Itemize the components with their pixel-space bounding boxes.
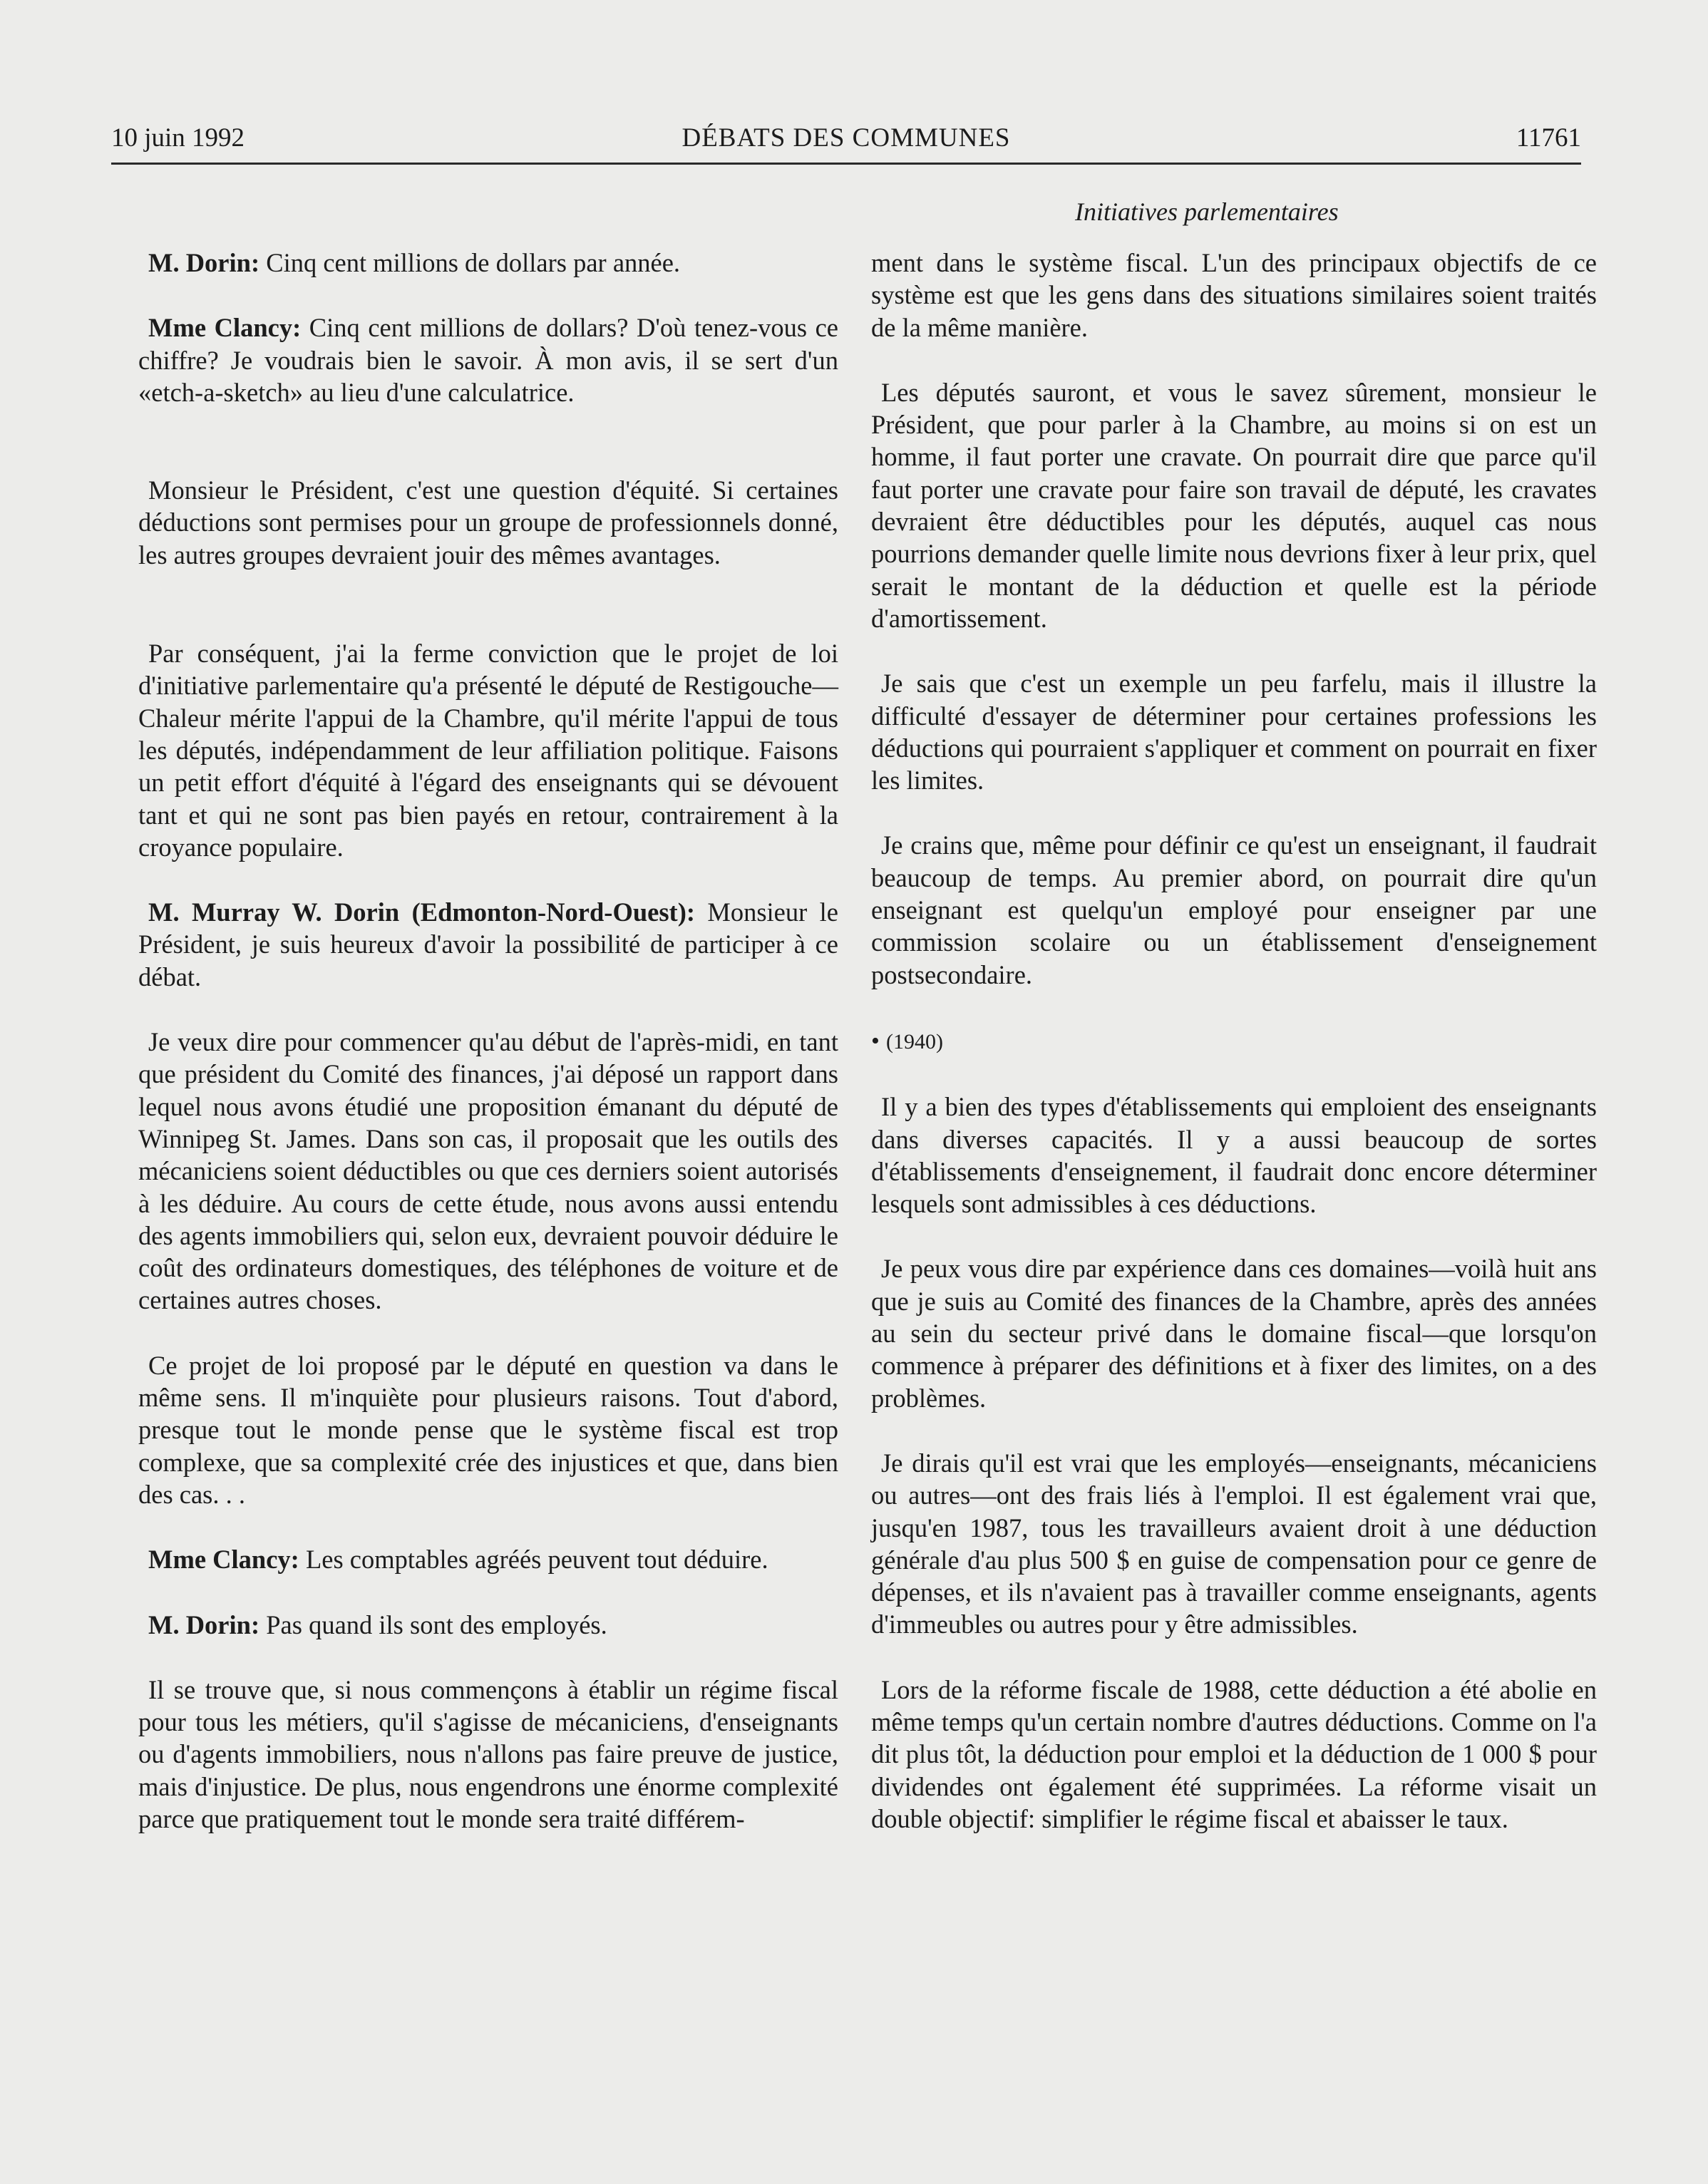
timestamp-time: (1940) (886, 1029, 944, 1054)
paragraph-text: Ce projet de loi proposé par le député en question va dans le même sens. Il m'inquiète pour plusieurs raisons. Tout d'abord, presque tout le monde pense que le système fiscal est trop complexe, que sa complexité crée des injustices et que, dans bien des cas. . . (138, 1350, 838, 1509)
header-date: 10 juin 1992 (111, 123, 245, 153)
speaker-name: M. Dorin: (148, 1609, 260, 1639)
paragraph (138, 247, 838, 279)
speaker-name: Mme Clancy: (148, 313, 302, 343)
paragraph-text: Par conséquent, j'ai la ferme conviction que le projet de loi d'initiative parlementaire qu'a présenté le député de Restigouche—Chaleur mérite l'appui de la Chambre, qu'il mérite l'appui de tous les députés, indépendamment de leur affiliation politique. Faisons un petit effort d'équité à l'égard des enseignants qui se dévouent tant et qui ne sont pas bien payés en retour, contrairement à la croyance populaire. (138, 639, 838, 862)
section-title: Initiatives parlementaires (1075, 197, 1339, 226)
paragraph (871, 376, 1597, 634)
paragraph (871, 1447, 1597, 1641)
paragraph (138, 311, 838, 408)
paragraph-text: Je sais que c'est un exemple un peu farfelu, mais il illustre la difficulté d'essayer de déterminer pour certaines professions les déductions qui pourraient s'appliquer et comment on pourrait en fixer les limites. (871, 669, 1597, 795)
paragraph (138, 474, 838, 571)
paragraph (871, 829, 1597, 990)
header-title: DÉBATS DES COMMUNES (681, 123, 1011, 153)
timestamp (871, 1024, 1597, 1058)
left-column (138, 247, 838, 1835)
paragraph-text: Je veux dire pour commencer qu'au début de l'après-midi, en tant que président du Comité des finances, j'ai déposé un rapport dans lequel nous avons étudié une proposition émanant du député de Winnipeg St. James. Dans son cas, il proposait que les outils des mécaniciens soient déductibles ou que ces derniers soient autorisés à les déduire. Au cours de cette étude, nous avons aussi entendu des agents immobiliers qui, selon eux, devraient pouvoir déduire le coût des ordinateurs domestiques, des téléphones de voiture et de certaines autres choses. (138, 1027, 838, 1315)
paragraph (138, 1609, 838, 1641)
paragraph-text: Pas quand ils sont des employés. (259, 1609, 607, 1639)
paragraph-text: Les députés sauront, et vous le savez sûrement, monsieur le Président, que pour parler à la Chambre, au moins si on est un homme, il faut porter une cravate. On pourrait dire que parce qu'il faut porter une cravate pour faire son travail de député, les cravates devraient être déductibles pour les députés, auquel cas nous pourrions demander quelle limite nous devrions fixer à leur prix, quel serait le montant de la déduction et quelle est la période d'amortissement. (871, 377, 1597, 633)
paragraph-text: Je peux vous dire par expérience dans ces domaines—voilà huit ans que je suis au Comité des finances de la Chambre, après des années au sein du secteur privé dans le domaine fiscal—que lorsqu'on commence à préparer des définitions et à fixer des limites, on a des problèmes. (871, 1254, 1597, 1413)
paragraph (138, 1674, 838, 1835)
paragraph-text: Il y a bien des types d'établissements qui emploient des enseignants dans diverses capacités. Il y a aussi beaucoup de sortes d'établissements d'enseignement, il faudrait donc encore déterminer lesquels sont admissibles à ces déductions. (871, 1092, 1597, 1219)
paragraph (138, 637, 838, 863)
paragraph-text: Je crains que, même pour définir ce qu'est un enseignant, il faudrait beaucoup de temps. Au premier abord, on pourrait dire qu'un enseignant est quelqu'un employé pour enseigner par une commission scolaire ou un établissement d'enseignement postsecondaire. (871, 830, 1597, 989)
bullet-icon: • (871, 1027, 880, 1054)
paragraph-text: Il se trouve que, si nous commençons à établir un régime fiscal pour tous les métiers, qu'il s'agisse de mécaniciens, d'enseignants ou d'agents immobiliers, nous n'allons pas faire preuve de justice, mais d'injustice. De plus, nous engendrons une énorme complexité parce que pratiquement tout le monde sera traité différem- (138, 1674, 838, 1833)
header-page-number: 11761 (1516, 123, 1581, 153)
speaker-name: Mme Clancy: (148, 1545, 299, 1575)
paragraph (871, 247, 1597, 344)
paragraph-text: Les comptables agréés peuvent tout déduire. (299, 1545, 768, 1575)
paragraph (871, 1091, 1597, 1220)
paragraph (871, 1674, 1597, 1835)
paragraph (138, 896, 838, 993)
paragraph-text: ment dans le système fiscal. L'un des principaux objectifs de ce système est que les gens dans des situations similaires soient traités de la même manière. (871, 248, 1597, 342)
paragraph-text: Monsieur le Président, c'est une question d'équité. Si certaines déductions sont permises pour un groupe de professionnels donné, les autres groupes devraient jouir des mêmes avantages. (138, 475, 838, 570)
page-header (111, 123, 1581, 165)
paragraph (871, 1252, 1597, 1413)
paragraph (138, 1026, 838, 1317)
speaker-name: M. Murray W. Dorin (Edmonton-Nord-Ouest): (148, 897, 696, 927)
paragraph-text: Cinq cent millions de dollars par année. (259, 248, 681, 277)
paragraph-text: Je dirais qu'il est vrai que les employés—enseignants, mécaniciens ou autres—ont des frais liés à l'emploi. Il est également vrai que, jusqu'en 1987, tous les travailleurs avaient droit à une déduction générale d'au plus 500 $ en guise de compensation pour ce genre de dépenses, et ils n'avaient pas à travailler comme enseignants, agents d'immeubles ou autres pour y être admissibles. (871, 1448, 1597, 1639)
paragraph-text: Lors de la réforme fiscale de 1988, cette déduction a été abolie en même temps qu'un certain nombre d'autres déductions. Comme on l'a dit plus tôt, la déduction pour emploi et la déduction de 1 000 $ pour dividendes ont également été supprimées. La réforme visait un double objectif: simplifier le régime fiscal et abaisser le taux. (871, 1674, 1597, 1833)
paragraph (871, 667, 1597, 796)
paragraph-text: Cinq cent millions de dollars? D'où tenez-vous ce chiffre? Je voudrais bien le savoir. À mon avis, il se sert d'un «etch-a-sketch» au lieu d'une calculatrice. (138, 313, 838, 407)
paragraph (138, 1543, 838, 1575)
speaker-name: M. Dorin: (148, 248, 260, 277)
paragraph (138, 1349, 838, 1510)
right-column (871, 247, 1597, 1835)
paragraph-text: Monsieur le Président, je suis heureux d'avoir la possibilité de participer à ce débat. (138, 897, 839, 991)
